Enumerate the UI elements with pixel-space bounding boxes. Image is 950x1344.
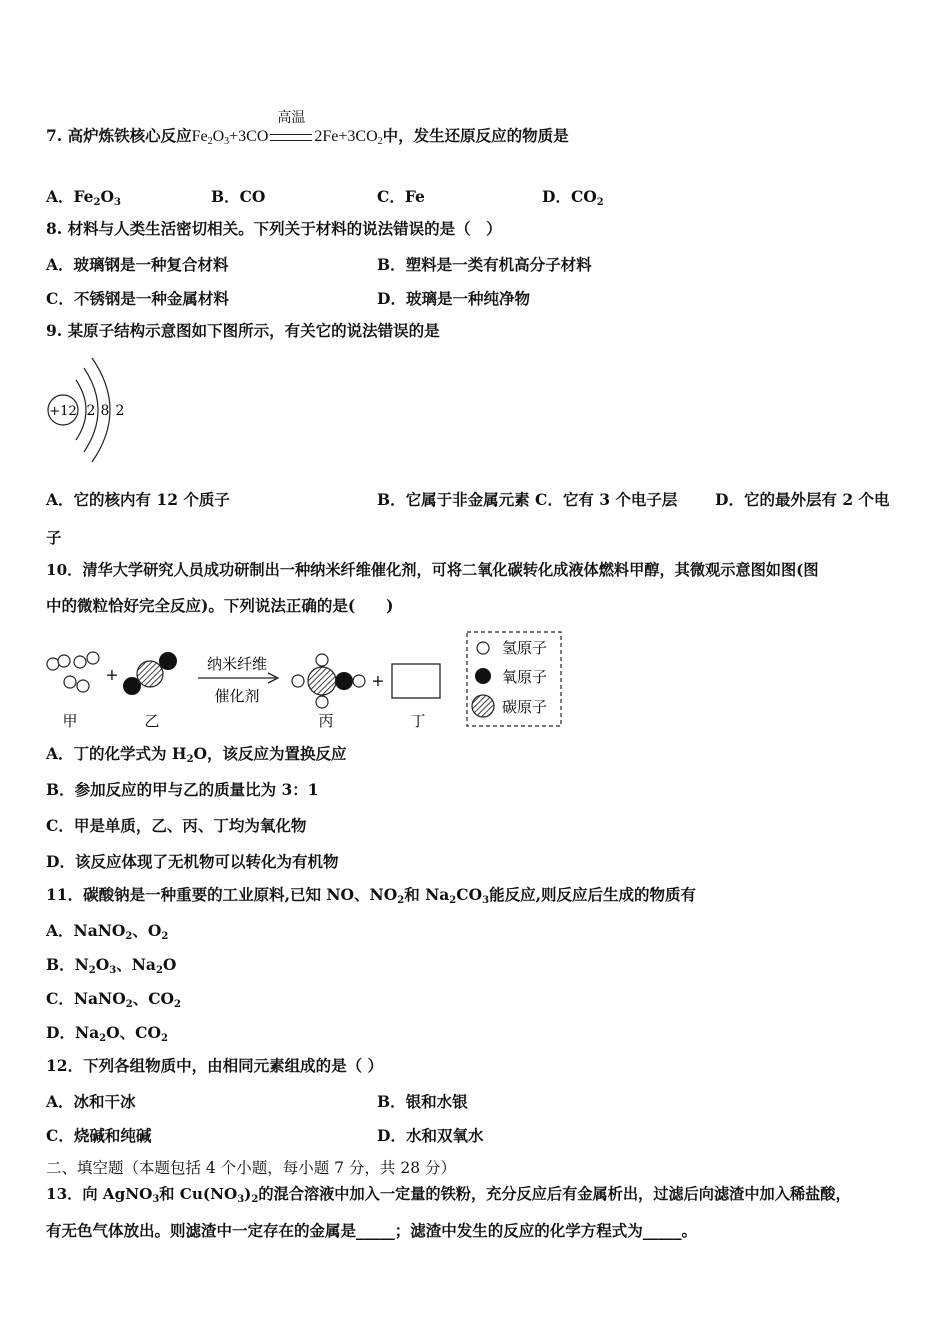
q11-option-b: B．$N_2O_3$、$Na_2O$ — [46, 955, 177, 976]
legend-oxygen-label: 氧原子 — [502, 668, 548, 686]
section-2-title: 二、填空题（本题包括 4 个小题，每小题 7 分，共 28 分） — [46, 1159, 457, 1177]
label-bing: 丙 — [318, 712, 334, 730]
q7-option-d: D．$CO_2$ — [542, 187, 604, 208]
q12-stem: 12．下列各组物质中，由相同元素组成的是（ ） — [46, 1056, 383, 1075]
shell-1-electrons: 2 — [86, 403, 96, 419]
q9-option-a: A．它的核内有 12 个质子 — [46, 490, 230, 509]
q10-option-b: B．参加反应的甲与乙的质量比为 3：1 — [46, 780, 319, 799]
q10-stem-line2: 中的微粒恰好完全反应)。下列说法正确的是( ) — [46, 596, 394, 615]
product-bing — [292, 654, 365, 708]
legend-oxygen-symbol — [475, 668, 491, 684]
q10-stem-line1: 10．清华大学研究人员成功研制出一种纳米纤维催化剂，可将二氧化碳转化成液体燃料甲醇，其微观示意图如图(图 — [46, 561, 819, 579]
reactant-yi — [123, 652, 177, 695]
q9-option-bc: B．它属于非金属元素 C．它有 3 个电子层 — [377, 490, 678, 509]
q8-option-d: D．玻璃是一种纯净物 — [377, 289, 530, 308]
q8-option-b: B．塑料是一类有机高分子材料 — [377, 255, 592, 274]
q11-option-a: A．NaNO$_2$、$O_2$ — [46, 921, 169, 942]
reaction-micro-diagram — [40, 626, 570, 734]
q11-stem: 11．碳酸钠是一种重要的工业原料,已知 NO、$NO_2$和 $Na_2CO_3$能反应,则反应后生成的物质有 — [46, 885, 696, 906]
q7-equation: $Fe_2O_3+3CO$ 高温 $2Fe+3CO_2$ — [191, 111, 383, 147]
q11-option-d: D．$Na_2O$、$CO_2$ — [46, 1023, 168, 1044]
legend-carbon-symbol — [472, 695, 494, 717]
shell-2-electrons: 8 — [100, 403, 110, 419]
product-ding-box — [392, 664, 440, 698]
reactant-jia — [47, 652, 99, 692]
label-jia: 甲 — [62, 712, 78, 730]
q13-line1: 13．向 AgNO$_3$和 $Cu(NO_3)_2$的混合溶液中加入一定量的铁粉，充分反应后有金属析出，过滤后向滤渣中加入稀盐酸， — [46, 1185, 851, 1205]
q7-option-a: A．$Fe_2O_3$ — [46, 187, 121, 208]
q10-option-a: A．丁的化学式为 $H_2O$，该反应为置换反应 — [46, 744, 347, 765]
plus-2: + — [371, 671, 385, 690]
q12-option-d: D．水和双氧水 — [377, 1126, 484, 1145]
q8-option-a: A．玻璃钢是一种复合材料 — [46, 255, 229, 274]
label-yi: 乙 — [144, 712, 160, 730]
catalyst-bottom-label: 催化剂 — [214, 687, 260, 705]
q7-stem — [46, 111, 569, 147]
q7-option-b: B．CO — [211, 187, 266, 206]
q10-option-d: D．该反应体现了无机物可以转化为有机物 — [46, 852, 339, 871]
q8-option-c: C．不锈钢是一种金属材料 — [46, 289, 229, 308]
q9-option-d-cont: 子 — [46, 528, 62, 547]
plus-1: + — [105, 665, 119, 684]
q12-option-a: A．冰和干冰 — [46, 1092, 136, 1111]
q9-option-d: D．它的最外层有 2 个电 — [715, 490, 890, 509]
legend-hydrogen-symbol — [477, 642, 489, 654]
q7-suffix: 中，发生还原反应的物质是 — [382, 126, 569, 145]
q7-prefix: 7. 高炉炼铁核心反应 — [46, 126, 192, 145]
q12-option-b: B．银和水银 — [377, 1092, 468, 1111]
q9-stem: 9. 某原子结构示意图如下图所示，有关它的说法错误的是 — [46, 321, 440, 340]
q7-condition: 高温 — [277, 111, 306, 127]
q13-line2: 有无色气体放出。则滤渣中一定存在的金属是_____；滤渣中发生的反应的化学方程式为_____。 — [46, 1221, 698, 1240]
legend-carbon-label: 碳原子 — [502, 698, 548, 716]
shell-3-electrons: 2 — [115, 403, 125, 419]
q11-option-c: C．NaNO$_2$、$CO_2$ — [46, 989, 181, 1010]
legend-hydrogen-label: 氢原子 — [502, 639, 548, 657]
q8-stem: 8. 材料与人类生活密切相关。下列关于材料的说法错误的是（ ） — [46, 219, 502, 238]
q7-option-c: C．Fe — [377, 187, 425, 206]
nucleus-charge: +12 — [49, 404, 77, 419]
q12-option-c: C．烧碱和纯碱 — [46, 1126, 152, 1145]
atom-structure-diagram — [44, 352, 134, 468]
label-ding: 丁 — [410, 712, 426, 730]
catalyst-top-label: 纳米纤维 — [206, 655, 268, 673]
q10-option-c: C．甲是单质，乙、丙、丁均为氧化物 — [46, 816, 307, 835]
